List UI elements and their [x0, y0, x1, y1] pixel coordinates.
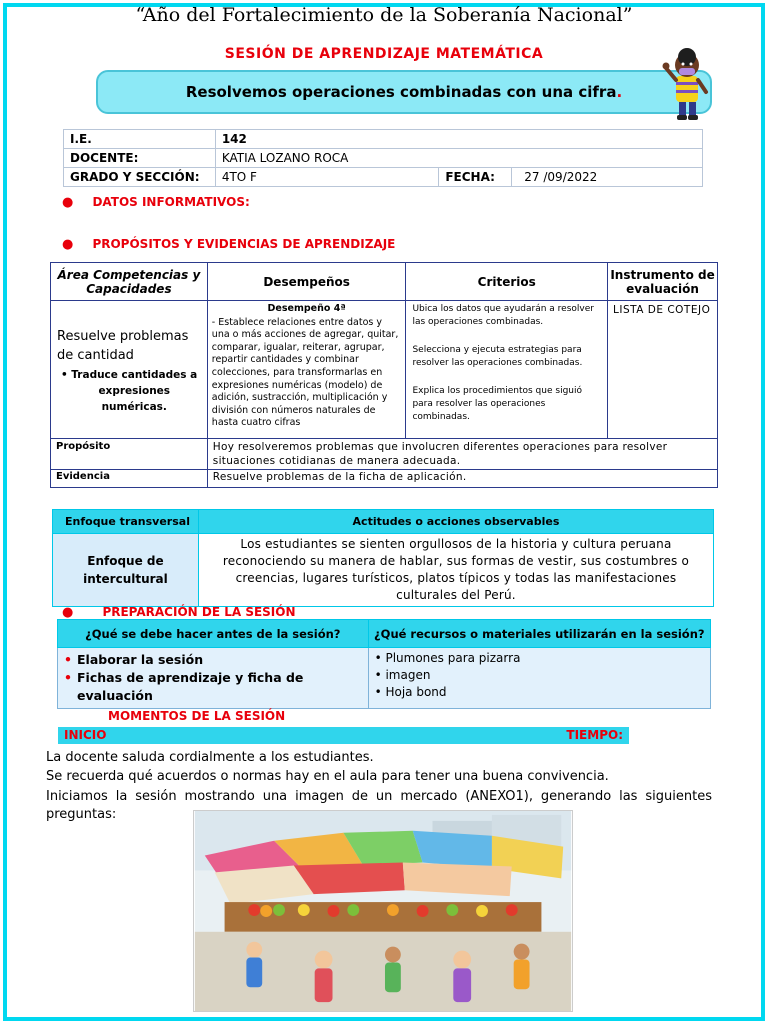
enfoque-header-right: Actitudes o acciones observables	[198, 510, 713, 534]
inicio-label: INICIO	[64, 728, 107, 742]
desempeno-title: Desempeño 4ª	[267, 303, 346, 314]
evidencia-label: Evidencia	[51, 470, 208, 488]
inicio-bar	[58, 727, 629, 744]
bullet-icon: •	[64, 652, 72, 667]
prep-resources-cell	[368, 648, 710, 709]
section-propositos-title: PROPÓSITOS Y EVIDENCIAS DE APRENDIZAJE	[92, 237, 396, 251]
bullet-icon: ●	[62, 605, 74, 620]
prep-before-cell	[58, 648, 369, 709]
enfoque-header-left: Enfoque transversal	[53, 510, 199, 534]
prep-before-item-1: Elaborar la sesión	[77, 652, 204, 667]
bullet-icon: ●	[62, 237, 74, 252]
section-preparacion	[62, 601, 296, 620]
fecha-value: 27 /09/2022	[512, 168, 703, 187]
bullet-icon: •	[374, 685, 386, 699]
year-title: “Año del Fortalecimiento de la Soberanía Nacional”	[135, 4, 633, 26]
enfoque-text: Los estudiantes se sienten orgullosos de la historia y cultura peruana reconociendo su manera de hablar, sus formas de vestir, sus costumbres o creencias, lugares turísticos, platos típicos y todas las manifestaciones culturales del Perú.	[198, 534, 713, 607]
capacidad-text: Traduce cantidades a expresiones numéricas.	[71, 369, 198, 413]
col-header-desempenos: Desempeños	[207, 263, 406, 301]
tiempo-label: TIEMPO:	[566, 728, 623, 742]
proposito-label: Propósito	[51, 439, 208, 470]
list-item	[64, 651, 362, 669]
evidencia-text: Resuelve problemas de la ficha de aplicación.	[207, 470, 717, 488]
topic-title: Resolvemos operaciones combinadas con una cifra	[185, 83, 617, 101]
ie-label: I.E.	[64, 130, 216, 149]
criterio-2: Selecciona y ejecuta estrategias para resolver las operaciones combinadas.	[412, 345, 583, 368]
list-item	[375, 667, 704, 684]
topic-period: .	[616, 83, 623, 101]
docente-label: DOCENTE:	[64, 149, 216, 168]
topic-banner	[96, 70, 712, 114]
section-datos	[62, 191, 250, 210]
bullet-icon: ●	[62, 195, 74, 210]
bullet-icon: •	[61, 369, 68, 381]
session-title: SESIÓN DE APRENDIZAJE MATEMÁTICA	[224, 46, 544, 62]
bullet-icon: •	[64, 670, 72, 685]
bullet-icon: •	[374, 668, 386, 682]
preparation-table	[57, 619, 711, 709]
moment-line-2: Se recuerda qué acuerdos o normas hay en el aula para tener una buena convivencia.	[46, 769, 609, 784]
criterios-cell	[406, 301, 608, 439]
enfoque-name: Enfoque de intercultural	[53, 534, 199, 607]
moment-line-1: La docente saluda cordialmente a los estudiantes.	[46, 750, 374, 765]
desempeno-cell	[207, 301, 406, 439]
capacidad-item	[57, 367, 201, 415]
proposito-text: Hoy resolveremos problemas que involucren diferentes operaciones para resolver situaciones cotidianas de manera adecuada.	[207, 439, 717, 470]
ie-value: 142	[215, 130, 702, 149]
desempeno-text: - Establece relaciones entre datos y una o más acciones de agregar, quitar, comparar, igualar, reiterar, agrupar, repartir cantidades y combinar colecciones, para transformarlas en expresiones numéricas (modelo) de adición, sustracción, multiplicación y división con números naturales de hasta cuatro cifras	[211, 316, 399, 429]
list-item	[375, 684, 704, 701]
grado-value: 4TO F	[215, 168, 439, 187]
col-header-area: Área Competencias y Capacidades	[51, 263, 208, 301]
prep-resource-3: Hoja bond	[385, 685, 447, 699]
list-item	[64, 669, 362, 705]
instrumento-cell: LISTA DE COTEJO	[608, 301, 718, 439]
school-info-table	[63, 129, 703, 187]
prep-resource-2: imagen	[385, 668, 431, 682]
section-preparacion-title: PREPARACIÓN DE LA SESIÓN	[102, 605, 296, 619]
prep-header-left: ¿Qué se debe hacer antes de la sesión?	[58, 620, 369, 648]
list-item	[375, 650, 704, 667]
grado-label: GRADO Y SECCIÓN:	[64, 168, 216, 187]
section-propositos	[62, 233, 395, 252]
col-header-criterios: Criterios	[406, 263, 608, 301]
section-momentos-title: MOMENTOS DE LA SESIÓN	[108, 709, 286, 723]
purposes-table	[50, 262, 718, 488]
enfoque-table	[52, 509, 714, 607]
competencia-cell	[51, 301, 208, 439]
col-header-instrumento: Instrumento de evaluación	[608, 263, 718, 301]
prep-header-right: ¿Qué recursos o materiales utilizarán en la sesión?	[368, 620, 710, 648]
competencia-text: Resuelve problemas de cantidad	[57, 329, 189, 363]
bullet-icon: •	[374, 651, 386, 665]
fecha-label: FECHA:	[439, 168, 512, 187]
section-datos-title: DATOS INFORMATIVOS:	[92, 195, 250, 209]
prep-resource-1: Plumones para pizarra	[385, 651, 521, 665]
docente-value: KATIA LOZANO ROCA	[215, 149, 702, 168]
waving-kid-illustration	[662, 48, 716, 122]
criterio-3: Explica los procedimientos que siguió para resolver las operaciones combinadas.	[412, 386, 582, 422]
prep-before-item-2: Fichas de aprendizaje y ficha de evaluación	[77, 670, 304, 703]
market-illustration	[193, 810, 573, 1012]
criterio-1: Ubica los datos que ayudarán a resolver las operaciones combinadas.	[412, 304, 594, 327]
moment-line-3: Iniciamos la sesión mostrando una imagen de un mercado (ANEXO1), generando las siguientes preguntas:	[46, 789, 712, 822]
